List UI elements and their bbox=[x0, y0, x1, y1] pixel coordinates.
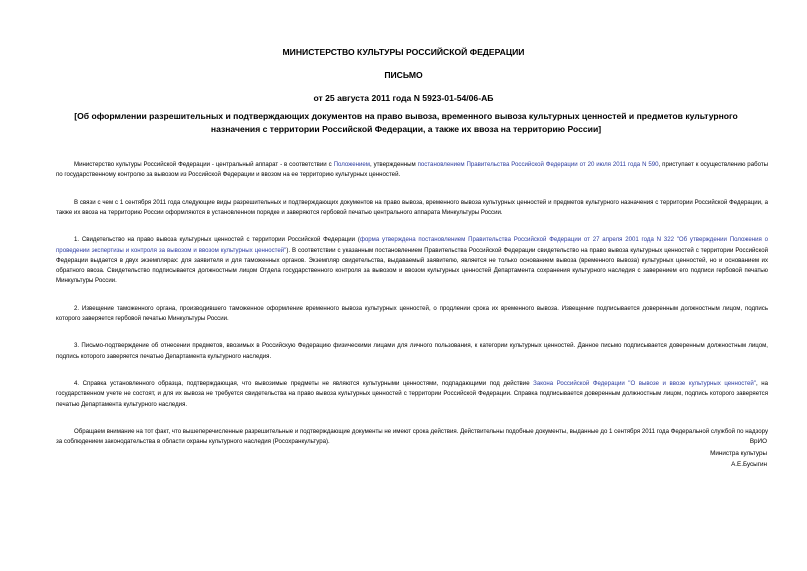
paragraph-item-4-reference bbox=[56, 379, 768, 410]
paragraph-text: , утвержденным bbox=[369, 161, 418, 168]
paragraph-text: ). В соответствии с указанным постановлением Правительства Российской Федерации свидетельство на право вывоза культурных ценностей с территории Российской Федерации выдается в двух экземплярах: для заявителя и для таможенных органов. Экземпляр свидетельства, выдаваемый заявителю, является не только основанием вывоза (временного вывоза) культурных ценностей, но и основанием их обратного ввоза. Свидетельство подписывается должностным лицом Отдела государственного контроля за вывозом и ввозом культурных ценностей Департамента сохранения культурного наследия с заверением его подписи гербовой печатью Минкультуры России. bbox=[56, 246, 768, 285]
link-regulation[interactable]: Положением bbox=[333, 161, 370, 168]
paragraph-text: Министерство культуры Российской Федерации - центральный аппарат - в соответствии с bbox=[74, 161, 334, 168]
paragraph-item-2-notice: 2. Извещение таможенного органа, производившего таможенное оформление временного вывоза культурных ценностей, о продлении срока их временного вывоза. Извещение подписывается доверенным должностным лицом, подпись которого заверяется гербовой печатью Минкультуры России. bbox=[56, 304, 768, 322]
paragraph-text: , на государственном учете не состоят, и для их вывоза не требуется свидетельства на право вывоза культурных ценностей с территории Российской Федерации. Справка подписывается доверенным должностным лицом, подпись которого заверяется печатью Департамента культурного наследия. bbox=[56, 380, 768, 408]
signature-position: Министра культуры bbox=[710, 449, 767, 457]
ministry-heading: МИНИСТЕРСТВО КУЛЬТУРЫ РОССИЙСКОЙ ФЕДЕРАЦИИ bbox=[282, 47, 525, 57]
paragraph-text: 1. Свидетельство на право вывоза культурных ценностей с территории Российской Федерации ( bbox=[74, 236, 360, 244]
signature-block bbox=[710, 436, 767, 471]
link-federal-law-export-import[interactable]: Закона Российской Федерации "О вывозе и ввозе культурных ценностей" bbox=[533, 380, 756, 388]
document-type-heading: ПИСЬМО bbox=[384, 70, 423, 80]
paragraph-documents-list-intro: В связи с чем с 1 сентября 2011 года следующие виды разрешительных и подтверждающих документов на право вывоза, временного вывоза культурных ценностей и предметов культурного назначения с территории Российской Федерации, а также их ввоза на территорию России оформляются в установленном порядке и заверяются гербовой печатью центрального аппарата Минкультуры России. bbox=[56, 198, 768, 216]
paragraph-validity-note: Обращаем внимание на тот факт, что вышеперечисленные разрешительные и подтверждающие документы не имеют срока действия. Действительны подобные документы, выданные до 1 сентября 2011 года Федеральной службой по надзору за соблюдением законодательства в области охраны культурного наследия (Росохранкультура). bbox=[56, 428, 768, 446]
document-date-number: от 25 августа 2011 года N 5923-01-54/06-АБ bbox=[313, 93, 494, 103]
paragraph-item-1-certificate bbox=[56, 235, 768, 286]
paragraph-text: 4. Справка установленного образца, подтверждающая, что вывозимые предметы не являются культурными ценностями, подпадающими под действие bbox=[74, 380, 534, 388]
document-body bbox=[56, 160, 768, 465]
signature-title: ВрИО bbox=[749, 438, 767, 445]
link-government-decree-322[interactable]: форма утверждена постановлением Правительства Российской Федерации от 27 апреля 2001 года N 322 "Об утверждении Положения о проведении экспертизы и контроля за вывозом и ввозом культурных ценностей" bbox=[56, 236, 768, 254]
paragraph-item-3-confirmation-letter: 3. Письмо-подтверждение об отнесении предметов, ввозимых в Российскую Федерацию физическими лицами для личного пользования, к категории культурных ценностей. Данное письмо подписывается доверенным должностным лицом, подпись которого заверяется печатью Департамента культурного наследия. bbox=[56, 342, 768, 360]
paragraph-intro bbox=[56, 160, 768, 180]
signature-name: А.Е.Бусыгин bbox=[731, 461, 767, 468]
link-government-decree-590[interactable]: постановлением Правительства Российской Федерации от 20 июля 2011 года N 590 bbox=[417, 161, 659, 168]
paragraph-text: , приступает к осуществлению работы по государственному контролю за вывозом из Российской Федерации и ввозом на ее территорию культурных ценностей. bbox=[56, 161, 769, 179]
document-subject: [Об оформлении разрешительных и подтверждающих документов на право вывоза, временного вывоза культурных ценностей и предметов культурного назначения с территории Российской Федерации, а также их ввоза на территорию России] bbox=[74, 111, 738, 134]
